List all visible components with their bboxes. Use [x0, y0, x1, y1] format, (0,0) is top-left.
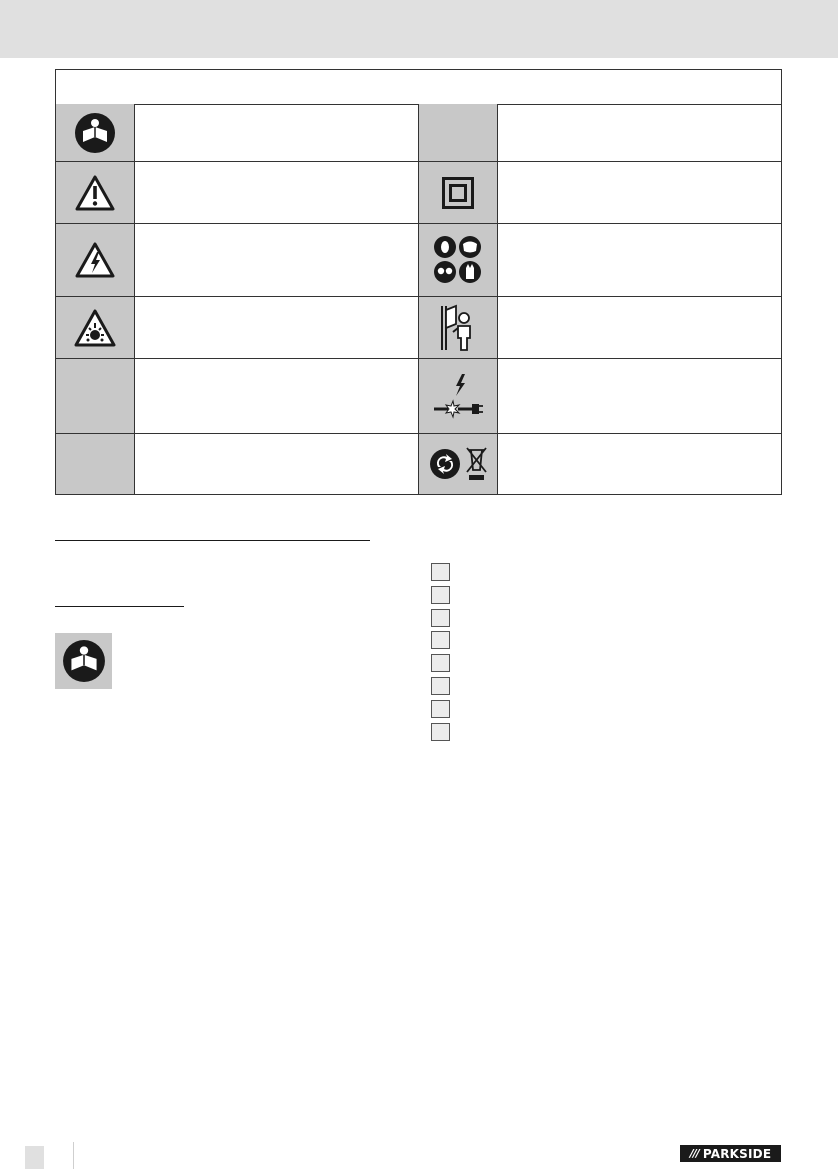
- description-cell: [135, 224, 419, 296]
- keep-children-away-icon: [440, 304, 476, 352]
- symbol-table: [55, 69, 782, 495]
- table-header: [56, 70, 781, 105]
- description-cell: [498, 359, 781, 433]
- table-row: [56, 434, 781, 494]
- footer-divider: [73, 1142, 74, 1169]
- explosion-warning-icon: [74, 309, 116, 347]
- icon-cell: [418, 162, 498, 223]
- description-cell: [498, 297, 781, 358]
- electric-shock-warning-icon: [75, 242, 115, 278]
- read-manual-icon: [62, 639, 106, 683]
- icon-cell: [418, 297, 498, 358]
- warning-triangle-icon: [75, 175, 115, 211]
- ppe-icons: [433, 235, 483, 285]
- description-cell: [498, 104, 781, 161]
- checkbox[interactable]: [431, 677, 450, 695]
- description-cell: [135, 434, 419, 494]
- icon-cell: [56, 224, 135, 296]
- page-number-box: [25, 1146, 44, 1169]
- icon-cell: [56, 359, 135, 433]
- table-row: [56, 359, 781, 434]
- checkbox[interactable]: [431, 631, 450, 649]
- description-cell: [135, 162, 419, 223]
- checkbox[interactable]: [431, 586, 450, 604]
- description-cell: [135, 297, 419, 358]
- table-row: [56, 297, 781, 359]
- icon-cell: [56, 434, 135, 494]
- table-row: [56, 104, 781, 162]
- icon-cell: [418, 434, 498, 494]
- protection-class-ii-icon: [442, 177, 474, 209]
- checklist: [431, 563, 451, 745]
- description-cell: [135, 104, 419, 161]
- description-cell: [498, 434, 781, 494]
- checkbox[interactable]: [431, 563, 450, 581]
- read-manual-icon: [74, 112, 116, 154]
- header-band: [0, 0, 838, 58]
- checkbox[interactable]: [431, 654, 450, 672]
- subheading-underline: [55, 606, 184, 607]
- brand-name: PARKSIDE: [702, 1146, 772, 1161]
- table-row: [56, 162, 781, 224]
- description-cell: [135, 359, 419, 433]
- checkbox[interactable]: [431, 609, 450, 627]
- checkbox[interactable]: [431, 700, 450, 718]
- brand-slashes: ///: [689, 1147, 699, 1160]
- icon-cell: [55, 633, 112, 689]
- icon-cell: [56, 104, 135, 161]
- icon-cell: [56, 162, 135, 223]
- icon-cell: [56, 297, 135, 358]
- table-row: [56, 224, 781, 297]
- icon-cell: [418, 359, 498, 433]
- icon-cell: [418, 104, 498, 161]
- damaged-cable-icon: [432, 372, 484, 420]
- description-cell: [498, 224, 781, 296]
- heading-underline: [55, 540, 370, 541]
- description-cell: [498, 162, 781, 223]
- brand-logo: [680, 1145, 781, 1162]
- checkbox[interactable]: [431, 723, 450, 741]
- recycling-icons: [429, 446, 487, 482]
- icon-cell: [418, 224, 498, 296]
